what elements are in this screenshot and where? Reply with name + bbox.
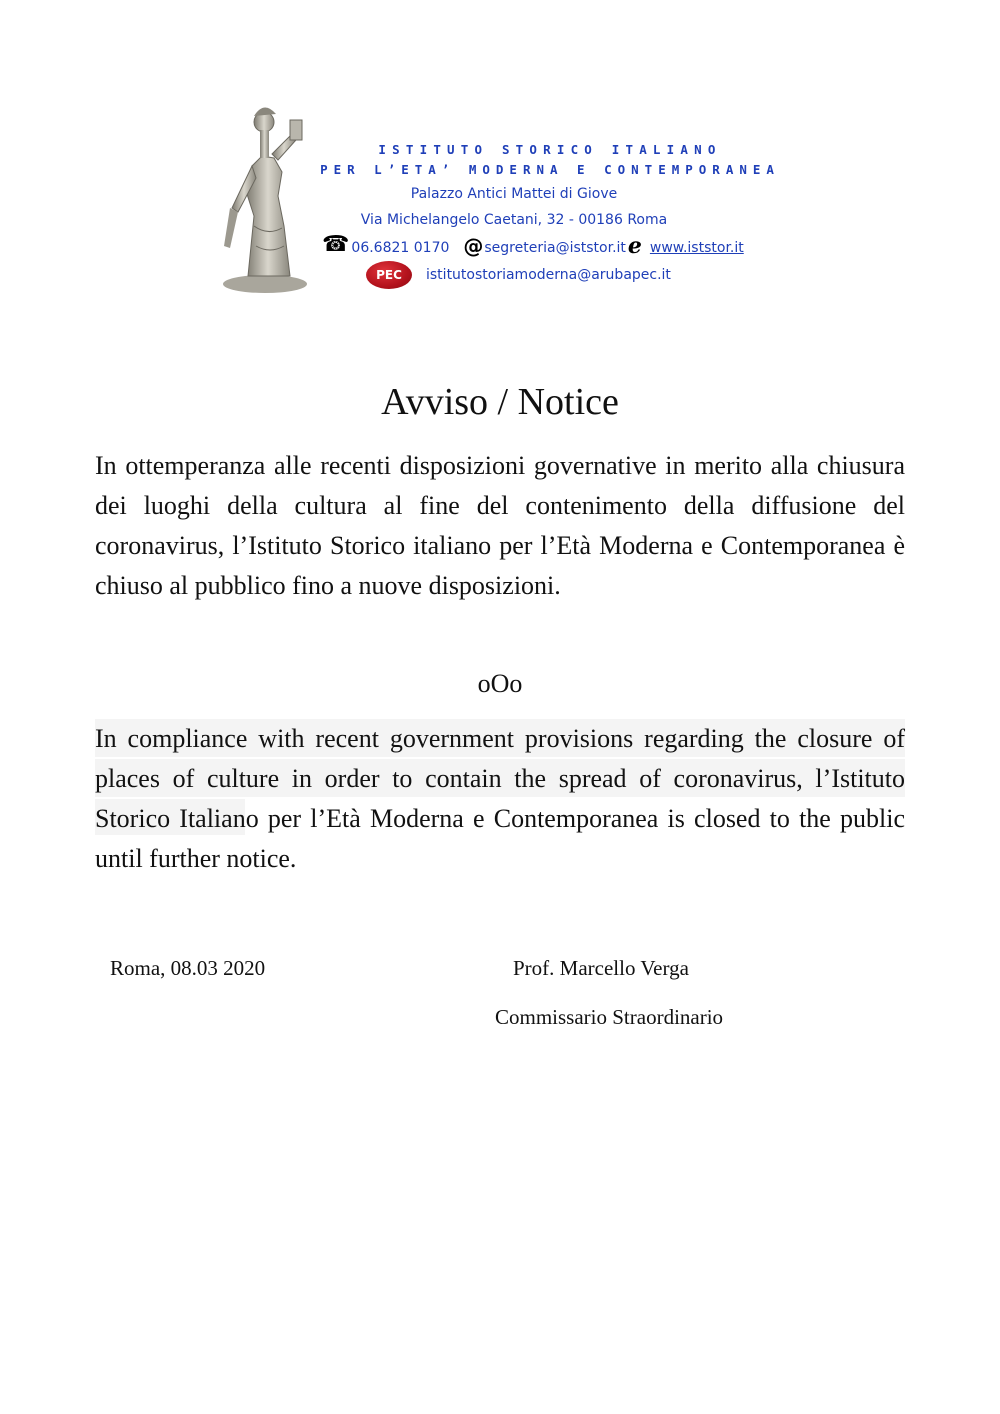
english-notice-text: In compliance with recent government provisions regarding the closure of places of culture in order to contain the spread of coronavirus, l’Istituto Storico Italiano per l’Età Moderna e Contemporanea is closed to the public until further notice. <box>95 724 905 873</box>
street-address: Via Michelangelo Caetani, 32 - 00186 Roma <box>360 212 668 228</box>
place-date: Roma, 08.03 2020 <box>110 956 266 980</box>
email-address[interactable]: segreteria@iststor.it <box>484 240 626 256</box>
internet-explorer-icon: e <box>627 233 642 259</box>
separator: oOo <box>477 669 523 698</box>
phone-icon: ☎ <box>322 232 350 257</box>
contact-row <box>322 232 744 259</box>
at-icon: @ <box>463 234 484 258</box>
website-link[interactable]: www.iststor.it <box>649 240 744 256</box>
signatory-name: Prof. Marcello Verga <box>513 956 689 980</box>
italian-notice-text: In ottemperanza alle recenti disposizioni governative in merito alla chiusura dei luoghi della cultura al fine del contenimento della diffusione del coronavirus, l’Istituto Storico italiano per l’Età Moderna e Contemporanea è chiuso al pubblico fino a nuove disposizioni. <box>95 451 905 600</box>
palace-name: Palazzo Antici Mattei di Giove <box>410 186 618 202</box>
signatory-role: Commissario Straordinario <box>495 1005 724 1029</box>
institute-name-line2: PER L’ETA’ MODERNA E CONTEMPORANEA <box>320 162 780 177</box>
institute-name-line1: ISTITUTO STORICO ITALIANO <box>378 142 722 157</box>
statue-logo <box>218 96 313 294</box>
notice-title: Avviso / Notice <box>381 381 619 423</box>
letterhead <box>0 0 1000 300</box>
pec-email[interactable]: istitutostoriamoderna@arubapec.it <box>426 267 671 283</box>
phone-number: 06.6821 0170 <box>351 240 450 256</box>
pec-row <box>366 260 671 290</box>
pec-seal-icon: PEC <box>366 261 412 289</box>
